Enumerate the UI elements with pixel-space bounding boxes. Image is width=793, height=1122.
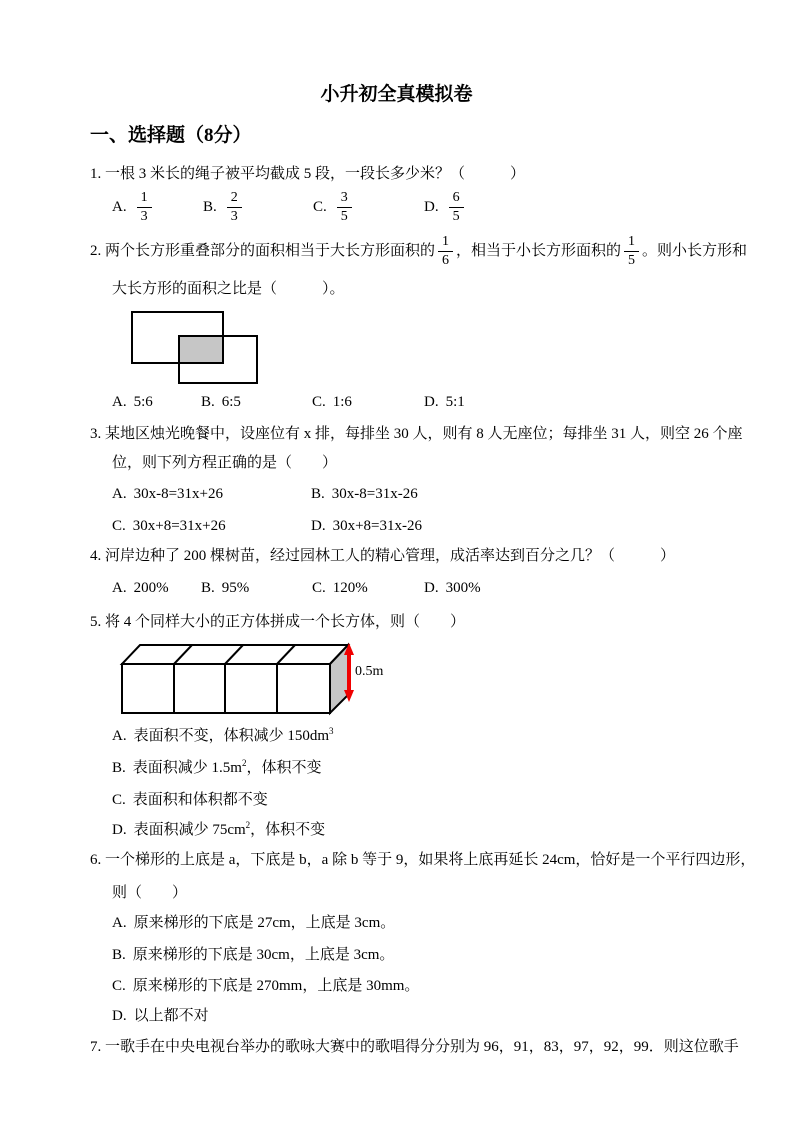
- option-text: 表面积减少 1.5m: [132, 760, 242, 776]
- q3-options-row2: [0, 517, 793, 539]
- option-text: 30x+8=31x+26: [132, 518, 226, 534]
- fraction-denominator: 3: [140, 209, 148, 224]
- q4-option-b: [201, 579, 249, 598]
- fraction-numerator: 1: [438, 235, 453, 252]
- q6-option-b: [112, 946, 394, 965]
- q5-option-b: [112, 759, 321, 778]
- q5-text: 5. 将 4 个同样大小的正方体拼成一个长方体，则（ ）: [90, 614, 466, 630]
- fraction: [624, 235, 639, 268]
- option-label: C.: [312, 580, 326, 596]
- q3-option-d: [311, 517, 422, 536]
- option-text: 1:6: [332, 394, 352, 410]
- q2-text-segment: ，相当于小长方形面积的: [456, 243, 622, 259]
- fraction-denominator: 5: [628, 253, 636, 268]
- q5-option-a: [112, 727, 334, 746]
- option-label: D.: [424, 394, 439, 410]
- fraction-denominator: 5: [452, 209, 460, 224]
- q5-option-c: [112, 791, 268, 810]
- q6-text-line2: 则（ ）: [112, 885, 188, 901]
- option-text: 5:1: [445, 394, 465, 410]
- q4-option-c: [312, 579, 368, 598]
- q2-figure-overlapping-rectangles: [130, 310, 260, 386]
- option-label: A.: [112, 394, 127, 410]
- option-text: 表面积不变，体积减少 150dm: [133, 728, 330, 744]
- q1-option-c: [313, 191, 355, 224]
- fraction-numerator: 2: [227, 191, 242, 208]
- option-label: A.: [112, 199, 127, 215]
- q6-option-a: [112, 914, 395, 933]
- option-label: B.: [112, 760, 126, 776]
- option-label: C.: [313, 199, 327, 215]
- option-label: B.: [311, 486, 325, 502]
- fraction-numerator: 6: [449, 191, 464, 208]
- q2-option-b: [201, 393, 241, 412]
- option-text: 原来梯形的下底是 270mm，上底是 30mm。: [132, 978, 420, 994]
- q3-option-c: [112, 517, 226, 536]
- fraction: [227, 191, 242, 224]
- fraction-denominator: 6: [442, 253, 450, 268]
- option-label: C.: [112, 978, 126, 994]
- option-label: A.: [112, 486, 127, 502]
- q3-options-row1: [0, 485, 793, 507]
- option-text: 5:6: [133, 394, 153, 410]
- option-text: 表面积减少 75cm: [133, 822, 246, 838]
- page-title: 小升初全真模拟卷: [320, 84, 473, 105]
- option-label: B.: [203, 199, 217, 215]
- q2-text-segment: 。则小长方形和: [642, 243, 748, 259]
- q2-overlap-region: [179, 336, 223, 363]
- option-label: C.: [312, 394, 326, 410]
- option-text: 以上都不对: [133, 1008, 209, 1024]
- option-label: C.: [112, 792, 126, 808]
- q1-text: 1. 一根 3 米长的绳子被平均截成 5 段，一段长多少米？（ ）: [90, 166, 526, 182]
- q2-option-a: [112, 393, 153, 412]
- q2-text-segment: 2. 两个长方形重叠部分的面积相当于大长方形面积的: [90, 243, 436, 259]
- option-label: B.: [112, 947, 126, 963]
- option-label: A.: [112, 580, 127, 596]
- q1-option-a: [112, 191, 155, 224]
- option-label: D.: [112, 822, 127, 838]
- q7-text: 7. 一歌手在中央电视台举办的歌咏大赛中的歌唱得分分别为 96，91，83，97，92，99．则这位歌手: [90, 1039, 739, 1055]
- fraction-numerator: 1: [137, 191, 152, 208]
- section-heading: 一、选择题（8分）: [90, 125, 252, 146]
- fraction-denominator: 3: [230, 209, 238, 224]
- q3-text-line2: 位，则下列方程正确的是（ ）: [112, 455, 338, 471]
- q4-options: [0, 579, 793, 601]
- q6-option-c: [112, 977, 419, 996]
- q4-text: 4. 河岸边种了 200 棵树苗，经过园林工人的精心管理，成活率达到百分之几？（ ）: [90, 548, 676, 564]
- q2-text-line2: 大长方形的面积之比是（ ）。: [112, 281, 345, 297]
- option-label: B.: [201, 580, 215, 596]
- option-label: A.: [112, 915, 127, 931]
- fraction: [449, 191, 464, 224]
- unit-superscript: 2: [241, 758, 247, 768]
- option-text: 95%: [221, 580, 250, 596]
- option-label: A.: [112, 728, 127, 744]
- fraction-numerator: 3: [337, 191, 352, 208]
- q2-text-line1: [90, 235, 747, 268]
- option-text: 120%: [332, 580, 368, 596]
- fraction: [137, 191, 152, 224]
- option-label: D.: [311, 518, 326, 534]
- option-label: D.: [112, 1008, 127, 1024]
- q4-option-d: [424, 579, 481, 598]
- option-text: 30x-8=31x+26: [133, 486, 224, 502]
- option-text: 原来梯形的下底是 30cm，上底是 3cm。: [132, 947, 395, 963]
- option-label: B.: [201, 394, 215, 410]
- option-label: C.: [112, 518, 126, 534]
- q1-option-b: [203, 191, 245, 224]
- q2-option-c: [312, 393, 352, 412]
- option-label: D.: [424, 199, 439, 215]
- q6-text-line1: 6. 一个梯形的上底是 a，下底是 b，a 除 b 等于 9，如果将上底再延长 24cm，恰好是一个平行四边形，: [90, 852, 756, 868]
- option-text: ，体积不变: [246, 760, 322, 776]
- q2-options: [0, 393, 793, 415]
- fraction: [337, 191, 352, 224]
- fraction-denominator: 5: [340, 209, 348, 224]
- option-text: 表面积和体积都不变: [132, 792, 268, 808]
- unit-superscript: 3: [329, 726, 334, 736]
- fraction-numerator: 1: [624, 235, 639, 252]
- option-text: 30x+8=31x-26: [332, 518, 423, 534]
- option-text: ，体积不变: [250, 822, 326, 838]
- option-text: 30x-8=31x-26: [331, 486, 418, 502]
- q2-option-d: [424, 393, 465, 412]
- q1-option-d: [424, 191, 467, 224]
- option-text: 300%: [445, 580, 481, 596]
- fraction: [438, 235, 453, 268]
- option-text: 6:5: [221, 394, 241, 410]
- q5-option-d: [112, 821, 325, 840]
- q5-height-label: 0.5m: [355, 664, 384, 679]
- option-label: D.: [424, 580, 439, 596]
- option-text: 200%: [133, 580, 169, 596]
- q1-options: [0, 191, 793, 229]
- unit-superscript: 2: [245, 820, 251, 830]
- q3-option-a: [112, 485, 223, 504]
- q3-option-b: [311, 485, 418, 504]
- q4-option-a: [112, 579, 169, 598]
- q3-text-line1: 3. 某地区烛光晚餐中，设座位有 x 排，每排坐 30 人，则有 8 人无座位；每排坐 31 人，则空 26 个座: [90, 426, 743, 442]
- q6-option-d: [112, 1007, 209, 1026]
- option-text: 原来梯形的下底是 27cm，上底是 3cm。: [133, 915, 396, 931]
